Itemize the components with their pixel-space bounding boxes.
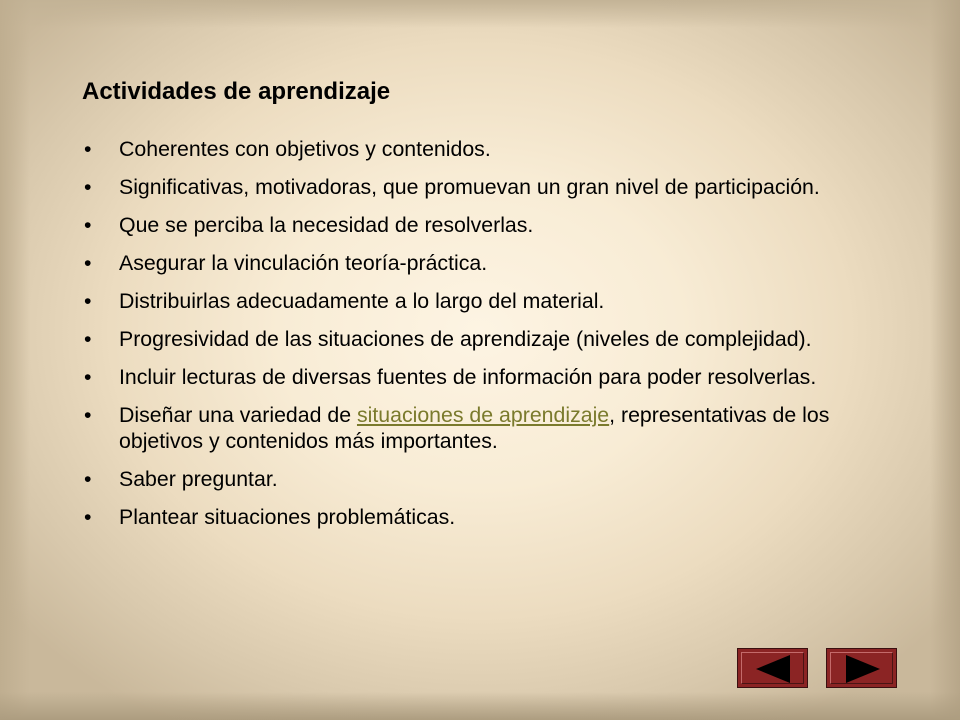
bullet-item (82, 288, 882, 314)
bullet-item (82, 402, 882, 454)
previous-slide-button[interactable] (737, 648, 808, 688)
bullet-item (82, 212, 882, 238)
bullet-text: Progresividad de las situaciones de aprendizaje (niveles de complejidad). (119, 327, 812, 351)
triangle-right-icon (827, 649, 898, 689)
bullet-text: Coherentes con objetivos y contenidos. (119, 137, 491, 161)
bullet-text-after-link: , representativas de los objetivos y contenidos más importantes. (119, 403, 830, 453)
bullet-text: Distribuirlas adecuadamente a lo largo del material. (119, 289, 605, 313)
bullet-item (82, 504, 882, 530)
next-slide-button[interactable] (826, 648, 897, 688)
bullet-text: Incluir lecturas de diversas fuentes de información para poder resolverlas. (119, 365, 817, 389)
bullet-text: Saber preguntar. (119, 467, 278, 491)
bullet-text: Que se perciba la necesidad de resolverlas. (119, 213, 534, 237)
bullet-text-before-link: Diseñar una variedad de (119, 403, 357, 427)
bullet-item (82, 326, 882, 352)
slide-frame-left (0, 0, 30, 720)
slide-frame-top (0, 0, 960, 28)
slide-frame-bottom (0, 692, 960, 720)
situaciones-link[interactable]: situaciones de aprendizaje (356, 403, 610, 427)
bullet-text: Asegurar la vinculación teoría-práctica. (119, 251, 488, 275)
bullet-item (82, 364, 882, 390)
slide-frame-right (930, 0, 960, 720)
bullet-item (82, 250, 882, 276)
bullet-list (82, 136, 882, 542)
bullet-item (82, 466, 882, 492)
triangle-left-icon (738, 649, 809, 689)
bullet-item (82, 136, 882, 162)
bullet-item (82, 174, 882, 200)
bullet-text: Plantear situaciones problemáticas. (119, 505, 456, 529)
bullet-text: Significativas, motivadoras, que promuevan un gran nivel de participación. (119, 175, 820, 199)
slide-title: Actividades de aprendizaje (82, 78, 391, 105)
